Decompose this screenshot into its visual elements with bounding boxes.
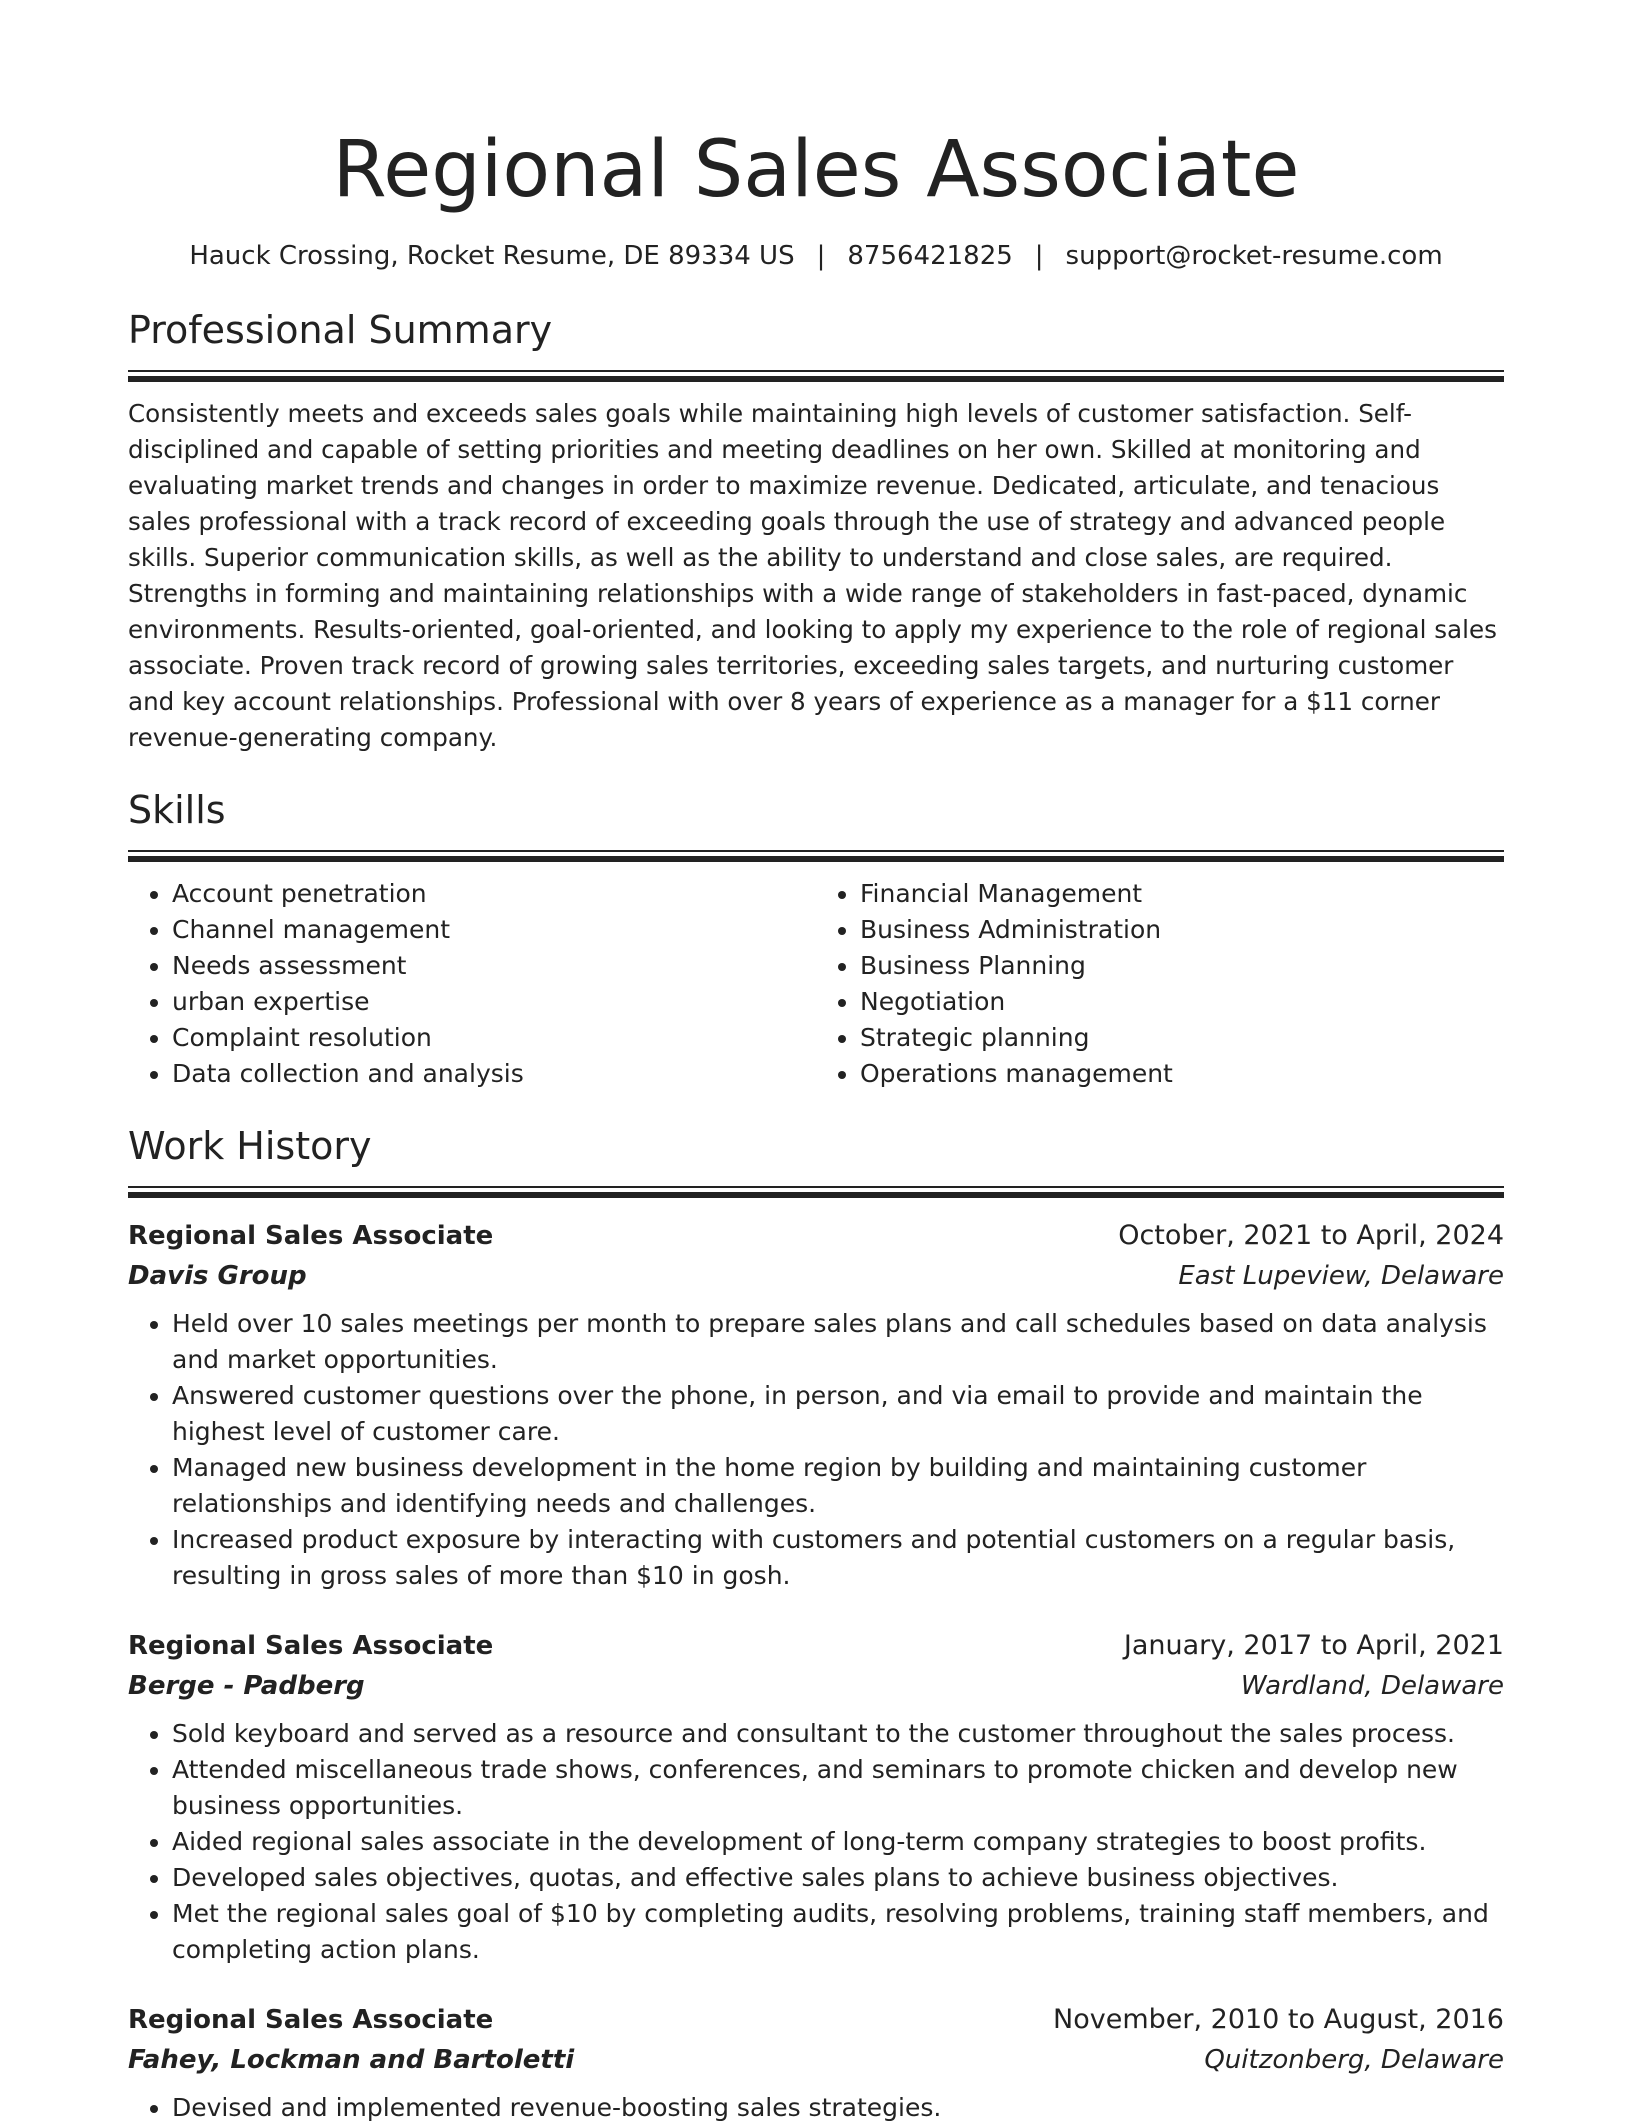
work-history-section <box>128 1120 1504 2126</box>
professional-summary-section <box>128 304 1504 756</box>
skill-item: • Business Administration <box>860 912 1504 948</box>
contact-line <box>128 238 1504 274</box>
job-bullet: • Answered customer questions over the phone, in person, and via email to provide and maintain the highest level of customer care. <box>172 1378 1504 1450</box>
section-title-skills: Skills <box>128 788 226 832</box>
contact-email: support@rocket-resume.com <box>1065 241 1443 271</box>
job-entry <box>128 2000 1504 2126</box>
job-bullet: • Increased product exposure by interacting with customers and potential customers on a regular basis, resulting in gross sales of more than $10 in gosh. <box>172 1522 1504 1594</box>
job-location: East Lupeview, Delaware <box>1178 1261 1504 1291</box>
job-bullet: • Sold keyboard and served as a resource and consultant to the customer throughout the sales process. <box>172 1716 1504 1752</box>
job-entry <box>128 1216 1504 1594</box>
job-bullet: • Managed new business development in the home region by building and maintaining customer relationships and identifying needs and challenges. <box>172 1450 1504 1522</box>
skill-item: • Data collection and analysis <box>172 1056 816 1092</box>
job-company: Berge - Padberg <box>128 1671 365 1701</box>
resume-title: Regional Sales Associate <box>332 125 1300 215</box>
job-title: Regional Sales Associate <box>128 1631 494 1661</box>
job-title: Regional Sales Associate <box>128 1221 494 1251</box>
contact-separator: | <box>1034 241 1044 271</box>
job-entry <box>128 1626 1504 1968</box>
section-divider <box>128 850 1504 862</box>
skill-item: • Channel management <box>172 912 816 948</box>
skills-section <box>128 784 1504 1092</box>
job-company: Davis Group <box>128 1261 307 1291</box>
job-location: Wardland, Delaware <box>1240 1671 1504 1701</box>
job-bullet: • Met the regional sales goal of $10 by completing audits, resolving problems, training staff members, and completing action plans. <box>172 1896 1504 1968</box>
job-bullet: • Devised and implemented revenue-boosting sales strategies. <box>172 2090 1504 2126</box>
job-bullet: • Aided regional sales associate in the development of long-term company strategies to boost profits. <box>172 1824 1504 1860</box>
section-title-work: Work History <box>128 1124 372 1168</box>
job-company: Fahey, Lockman and Bartoletti <box>128 2045 575 2075</box>
skill-item: • Account penetration <box>172 876 816 912</box>
skills-columns <box>128 876 1504 1092</box>
skill-item: • Operations management <box>860 1056 1504 1092</box>
job-bullets <box>128 1716 1504 1968</box>
skill-item: • Negotiation <box>860 984 1504 1020</box>
skill-item: • Complaint resolution <box>172 1020 816 1056</box>
skill-item: • urban expertise <box>172 984 816 1020</box>
job-location: Quitzonberg, Delaware <box>1204 2045 1504 2075</box>
skill-item: • Business Planning <box>860 948 1504 984</box>
job-dates: November, 2010 to August, 2016 <box>1053 2004 1504 2035</box>
contact-separator: | <box>816 241 826 271</box>
section-divider <box>128 1186 1504 1198</box>
skill-item: • Needs assessment <box>172 948 816 984</box>
contact-phone: 8756421825 <box>847 241 1013 271</box>
section-title-summary: Professional Summary <box>128 308 553 352</box>
skill-item: • Strategic planning <box>860 1020 1504 1056</box>
contact-address: Hauck Crossing, Rocket Resume, DE 89334 US <box>189 241 795 271</box>
job-title: Regional Sales Associate <box>128 2005 494 2035</box>
skills-list-left <box>128 876 816 1092</box>
job-dates: October, 2021 to April, 2024 <box>1118 1220 1504 1251</box>
skill-item: • Financial Management <box>860 876 1504 912</box>
job-bullet: • Attended miscellaneous trade shows, conferences, and seminars to promote chicken and develop new business opportunities. <box>172 1752 1504 1824</box>
summary-text: Consistently meets and exceeds sales goals while maintaining high levels of customer satisfaction. Self-disciplined and capable of setting priorities and meeting deadlines on her own. Skilled at monitoring and evaluating market trends and changes in order to maximize revenue. Dedicated, articulate, and tenacious sales professional with a track record of exceeding goals through the use of strategy and advanced people skills. Superior communication skills, as well as the ability to understand and close sales, are required. Strengths in forming and maintaining relationships with a wide range of stakeholders in fast-paced, dynamic environments. Results-oriented, goal-oriented, and looking to apply my experience to the role of regional sales associate. Proven track record of growing sales territories, exceeding sales targets, and nurturing customer and key account relationships. Professional with over 8 years of experience as a manager for a $11 corner revenue-generating company. <box>128 399 1497 752</box>
job-bullets <box>128 2090 1504 2126</box>
job-bullets <box>128 1306 1504 1594</box>
job-bullet: • Held over 10 sales meetings per month to prepare sales plans and call schedules based on data analysis and market opportunities. <box>172 1306 1504 1378</box>
skills-list-right <box>816 876 1504 1092</box>
section-divider <box>128 370 1504 382</box>
job-bullet: • Developed sales objectives, quotas, and effective sales plans to achieve business objectives. <box>172 1860 1504 1896</box>
job-dates: January, 2017 to April, 2021 <box>1123 1630 1504 1661</box>
